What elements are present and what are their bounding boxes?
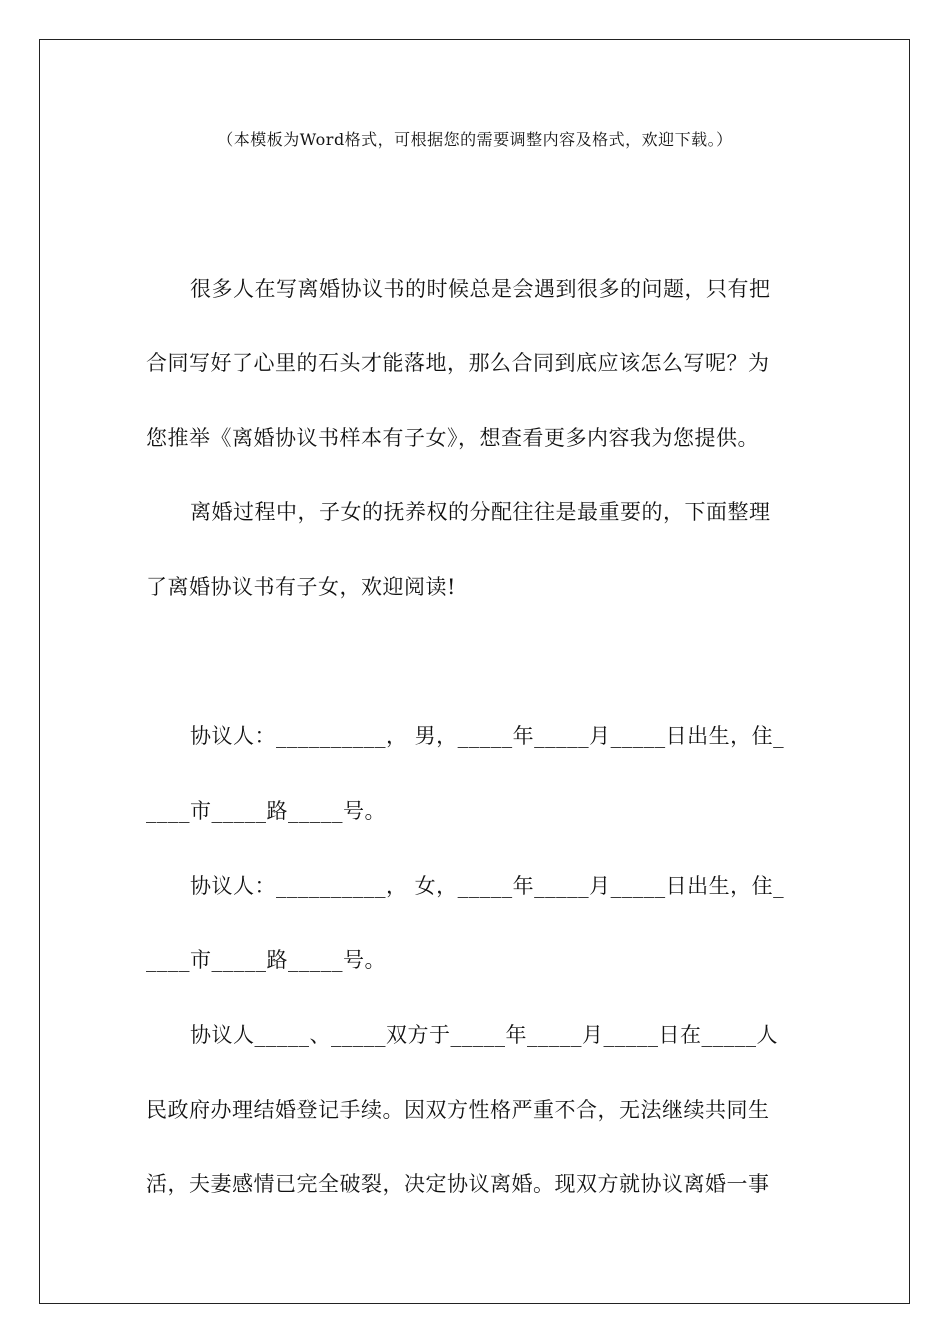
party-line: ____市_____路_____号。 [146, 799, 386, 823]
party-line: ____市_____路_____号。 [146, 948, 386, 972]
paragraph-line: 合同写好了心里的石头才能落地，那么合同到底应该怎么写呢？为 [146, 351, 770, 375]
paragraph-line: 协议人_____、_____双方于_____年_____月_____日在_____人 [190, 1023, 778, 1047]
paragraph-line: 您推举《离婚协议书样本有子女》，想查看更多内容我为您提供。 [146, 426, 759, 450]
paragraph-line: 活，夫妻感情已完全破裂，决定协议离婚。现双方就协议离婚一事 [146, 1172, 770, 1196]
party-line: 协议人：__________， 女，_____年_____月_____日出生，住_ [190, 874, 785, 898]
party-line: 协议人：__________， 男，_____年_____月_____日出生，住_ [190, 724, 785, 748]
paragraph-line: 民政府办理结婚登记手续。因双方性格严重不合，无法继续共同生 [146, 1098, 770, 1122]
paragraph-line: 离婚过程中，子女的抚养权的分配往往是最重要的，下面整理 [190, 500, 771, 524]
paragraph-line: 了离婚协议书有子女，欢迎阅读! [146, 575, 456, 599]
template-note: （本模板为Word格式，可根据您的需要调整内容及格式，欢迎下载。） [217, 130, 733, 149]
paragraph-line: 很多人在写离婚协议书的时候总是会遇到很多的问题，只有把 [190, 277, 771, 301]
